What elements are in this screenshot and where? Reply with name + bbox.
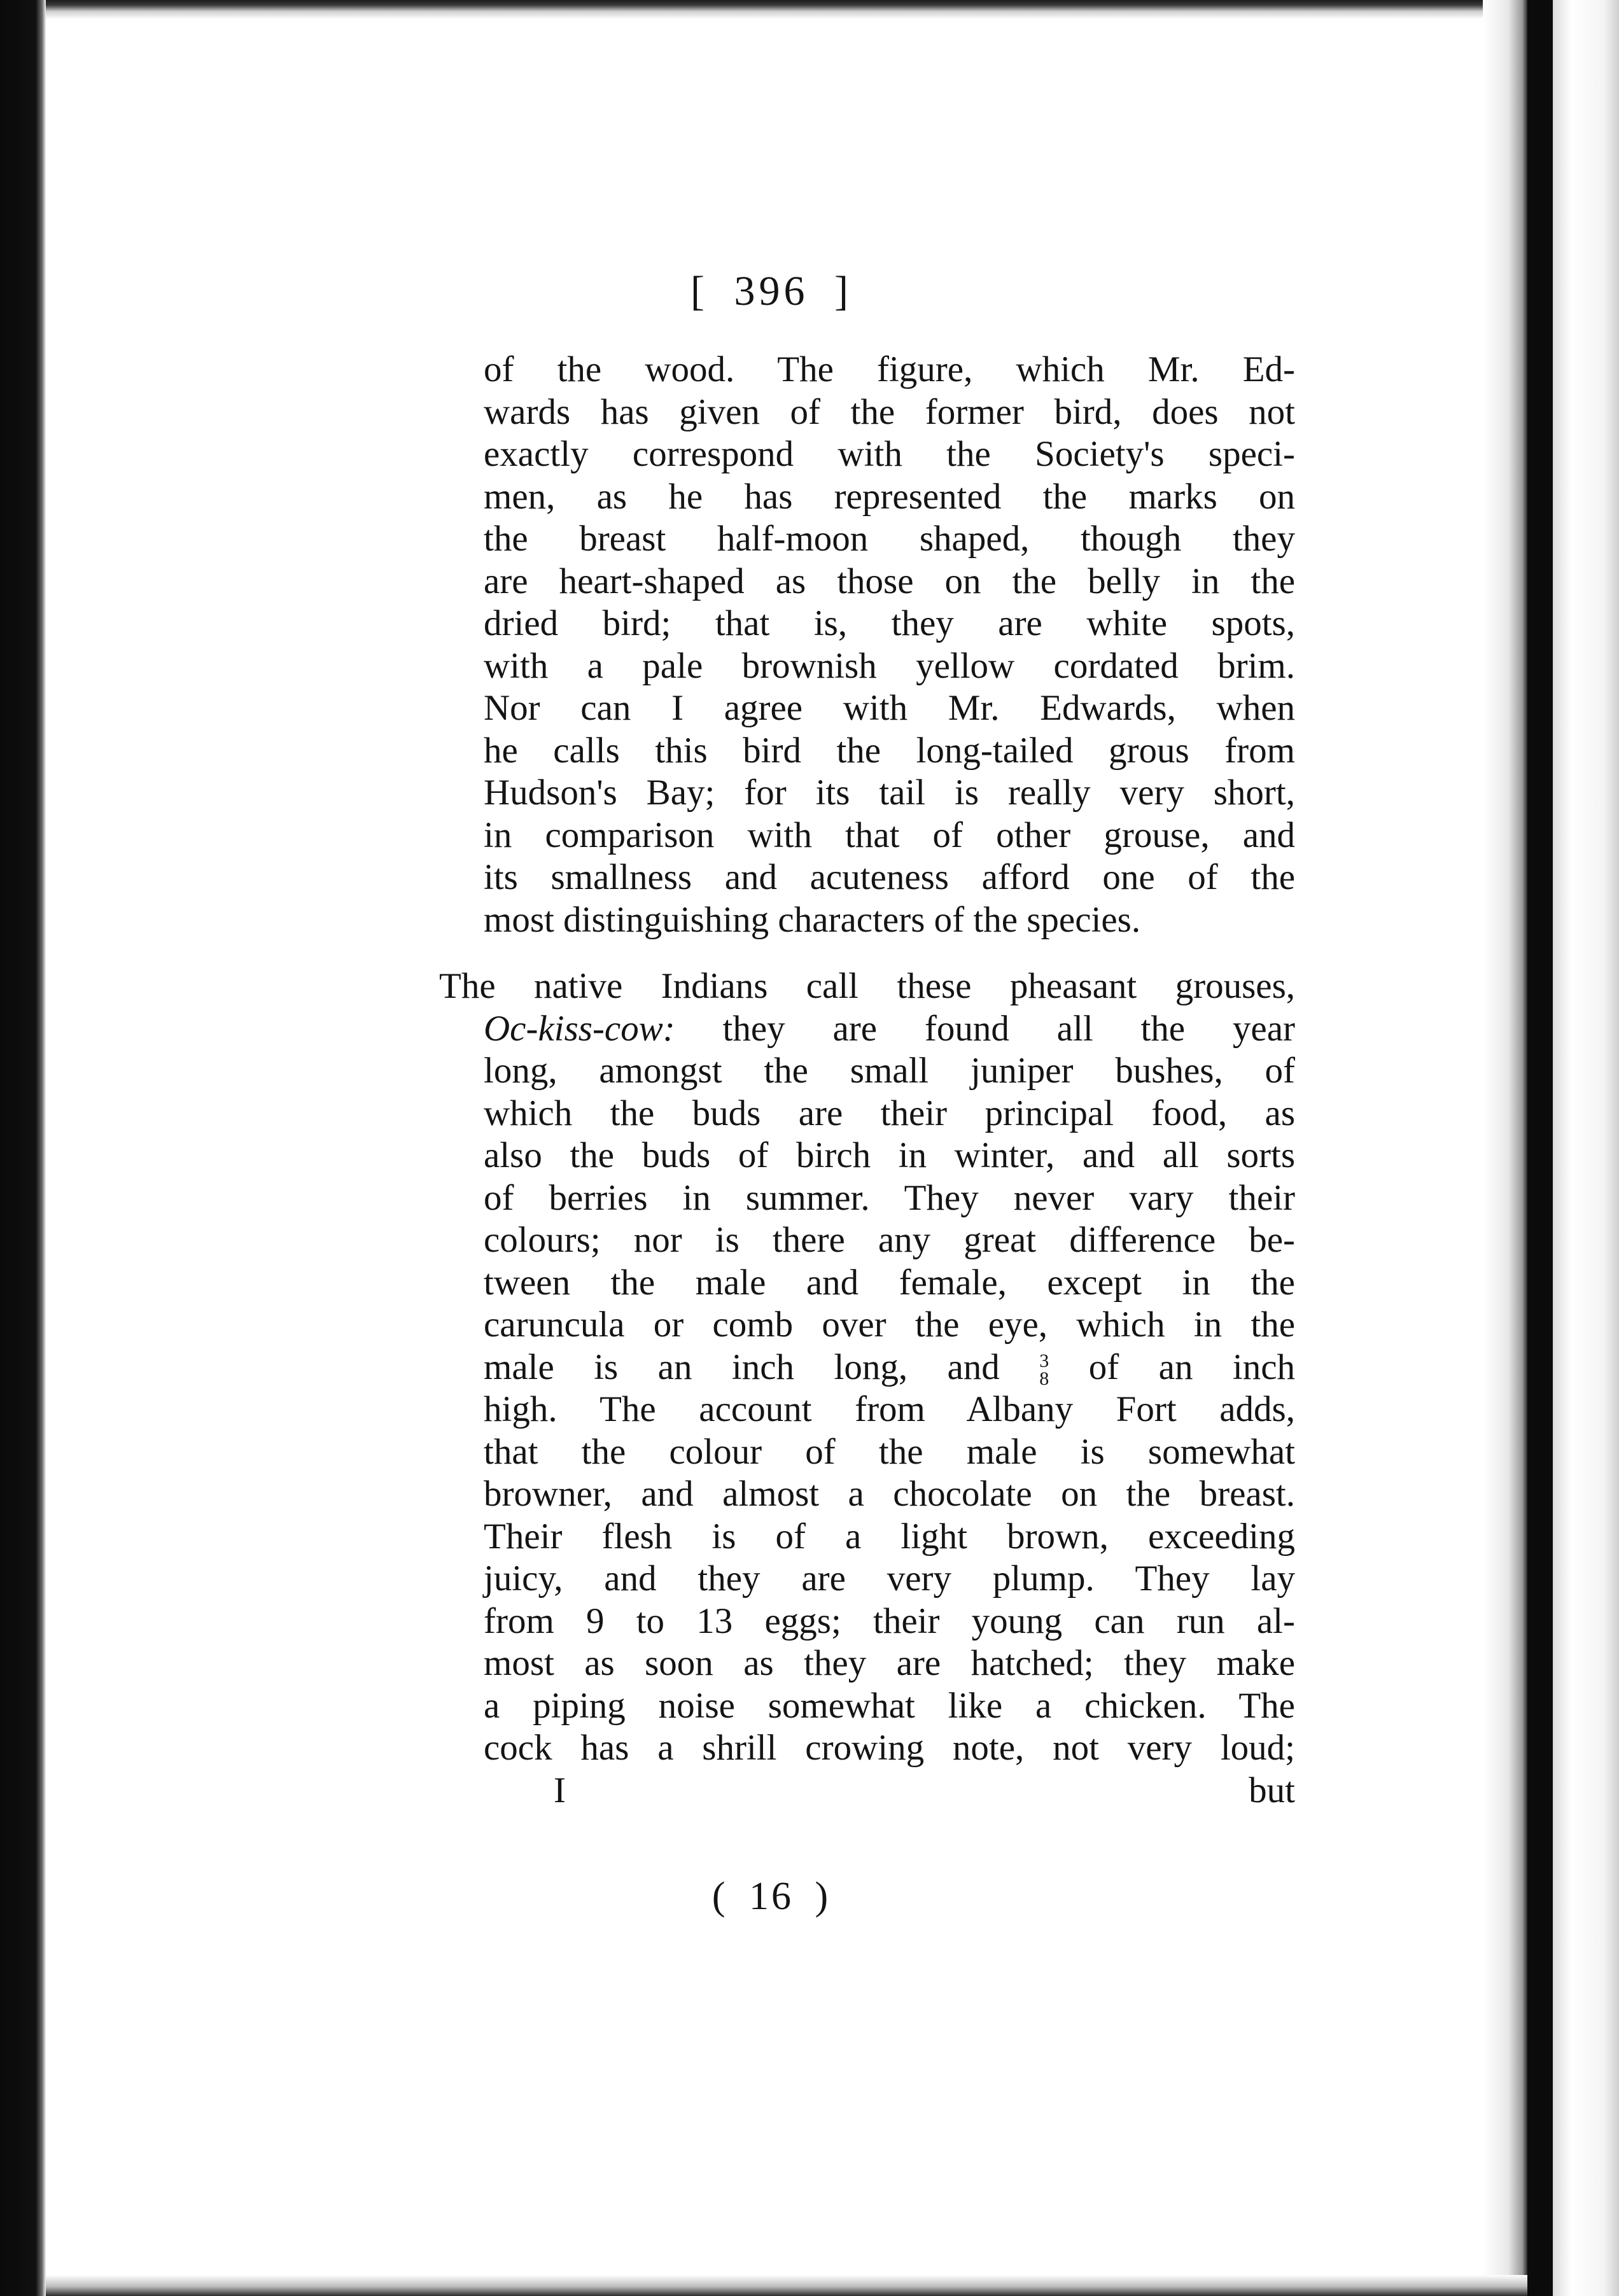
text-line: also the buds of birch in winter, and all sorts <box>484 1135 1295 1175</box>
text-line: dried bird; that is, they are white spots, <box>484 603 1295 643</box>
sheet-number: ( 16 ) <box>711 1875 831 1918</box>
text-line: wards has given of the former bird, does not <box>484 391 1295 432</box>
text-line: tween the male and female, except in the <box>484 1262 1295 1303</box>
text-line: men, as he has represented the marks on <box>484 476 1295 517</box>
footer-catch-row <box>484 1770 1295 1812</box>
text-line: Nor can I agree with Mr. Edwards, when <box>484 688 1295 728</box>
text-line: The native Indians call these pheasant grouses, <box>439 966 1295 1006</box>
text-line: long, amongst the small juniper bushes, of <box>484 1051 1295 1091</box>
fraction <box>1039 1352 1049 1388</box>
paragraph-2 <box>439 965 1296 1770</box>
text-line: he calls this bird the long-tailed grous from <box>484 730 1295 771</box>
text-line: are heart-shaped as those on the belly in the <box>484 561 1295 601</box>
text-line: with a pale brownish yellow cordated brim. <box>484 645 1295 686</box>
text-line: that the colour of the male is somewhat <box>484 1431 1295 1472</box>
text-line: in comparison with that of other grouse, and <box>484 815 1295 855</box>
fraction-line-before: male is an inch long, and <box>484 1347 1000 1387</box>
text-line: of the wood. The figure, which Mr. Ed- <box>484 349 1295 389</box>
text-line: caruncula or comb over the eye, which in the <box>484 1305 1295 1345</box>
paragraph-1 <box>484 349 1295 941</box>
text-line: most distinguishing characters of the species. <box>484 899 1141 940</box>
body-text <box>439 349 1296 1812</box>
text-line-rest: they are found all the year <box>675 1008 1295 1049</box>
scan-gutter-shadow <box>1483 0 1527 2296</box>
catchword: but <box>1249 1770 1295 1810</box>
text-line: its smallness and acuteness afford one of the <box>484 857 1295 897</box>
text-line: cock has a shrill crowing note, not very loud; <box>484 1728 1295 1768</box>
fraction-numerator: 3 <box>1039 1350 1049 1372</box>
text-line: a piping noise somewhat like a chicken. The <box>484 1685 1295 1726</box>
text-line: browner, and almost a chocolate on the breast. <box>484 1474 1295 1514</box>
scan-right-border <box>1527 0 1553 2296</box>
scan-bottom-border <box>46 2275 1527 2296</box>
fraction-denominator: 8 <box>1039 1368 1049 1390</box>
text-line <box>484 1008 1295 1051</box>
text-line: Hudson's Bay; for its tail is really very short, <box>484 773 1295 813</box>
text-line: of berries in summer. They never vary their <box>484 1177 1295 1218</box>
text-line: exactly correspond with the Society's speci- <box>484 434 1295 474</box>
text-line: the breast half-moon shaped, though they <box>484 519 1295 559</box>
text-line: colours; nor is there any great difference be- <box>484 1220 1295 1260</box>
text-line: Their flesh is of a light brown, exceeding <box>484 1516 1295 1557</box>
scan-top-border <box>46 0 1541 19</box>
text-line: juicy, and they are very plump. They lay <box>484 1558 1295 1599</box>
text-line: high. The account from Albany Fort adds, <box>484 1389 1295 1429</box>
text-line: most as soon as they are hatched; they make <box>484 1643 1295 1683</box>
scan-facing-page-edge <box>1553 0 1619 2296</box>
text-line: which the buds are their principal food, as <box>484 1093 1295 1133</box>
page-number: [ 396 ] <box>690 268 852 314</box>
fraction-line-after: of an inch <box>1088 1347 1296 1387</box>
text-line: from 9 to 13 eggs; their young can run al- <box>484 1600 1295 1641</box>
text-line <box>484 1347 1295 1389</box>
indian-name: Oc-kiss-cow: <box>484 1008 675 1049</box>
scan-left-border <box>0 0 46 2296</box>
signature-mark: I <box>554 1770 566 1810</box>
